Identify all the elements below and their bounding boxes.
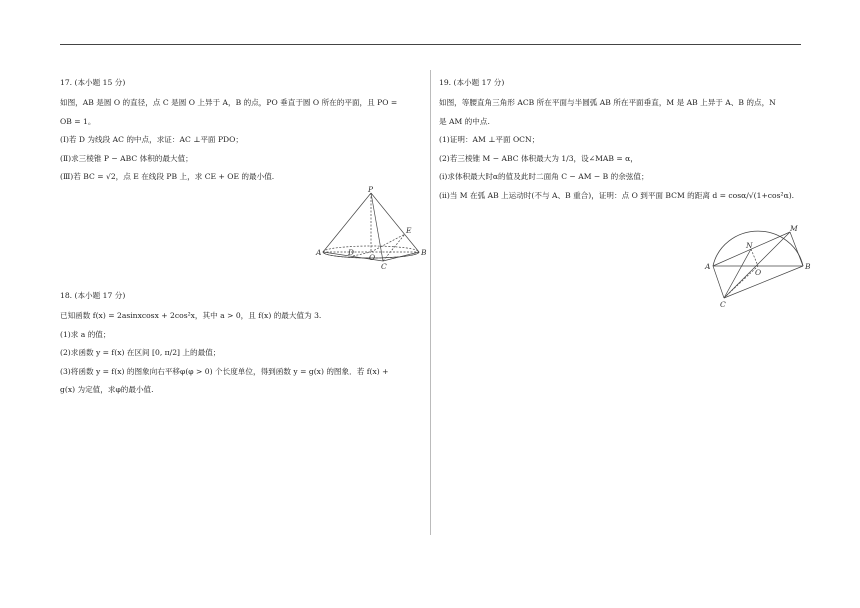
q17-stem-line2: OB = 1。 [60, 116, 96, 126]
q18-stem: 已知函数 f(x) = 2asinxcosx + 2cos²x，其中 a > 0，且 f(x) 的最大值为 3. [60, 311, 322, 320]
q17-label-e: E [406, 226, 412, 235]
q17-label-b: B [421, 248, 427, 257]
q18-title: 18. (本小题 17 分) [60, 291, 126, 300]
q18-part2: (2)求函数 y = f(x) 在区间 [0, π/2] 上的最值； [60, 348, 221, 357]
q19-figure [702, 222, 812, 308]
q19-label-n: N [746, 241, 753, 250]
q19-stem-line1: 如图，等腰直角三角形 ACB 所在平面与半圆弧 AB 所在平面垂直，M 是 AB 上异于 A、B 的点，N [439, 98, 776, 107]
column-divider [430, 70, 431, 535]
q17-label-c: C [381, 262, 387, 271]
q17-stem-line1: 如图，AB 是圆 O 的直径，点 C 是圆 O 上异于 A，B 的点，PO 垂直于圆 O 所在的平面，且 PO = [60, 98, 398, 107]
q19-label-a: A [705, 262, 711, 271]
q19-stem-line2: 是 AM 的中点. [439, 116, 490, 126]
q19-title: 19. (本小题 17 分) [439, 78, 505, 87]
q17-label-d: D [348, 248, 355, 257]
q19-part2ii: (ii)当 M 在弧 AB 上运动时(不与 A、B 重合)，证明：点 O 到平面 BCM 的距离 d = cosα/√(1+cos²α). [439, 190, 795, 200]
question-19 [439, 76, 804, 207]
q19-label-c: C [720, 300, 726, 309]
q17-figure [315, 185, 435, 271]
q19-part1: (1)证明：AM ⊥平面 OCN； [439, 135, 540, 144]
q18-part3a: (3)将函数 y = f(x) 的图象向右平移φ(φ > 0) 个长度单位，得到函数 y = g(x) 的图象．若 f(x) + [60, 366, 389, 376]
q17-label-o: O [369, 253, 376, 262]
question-18 [60, 289, 425, 402]
q19-label-o: O [755, 268, 762, 277]
q17-title: 17. (本小题 15 分) [60, 78, 126, 87]
q19-part2i: (i)求体积最大时α的值及此时二面角 C − AM − B 的余弦值； [439, 172, 649, 181]
header-rule [60, 44, 801, 45]
q19-part2: (2)若三棱锥 M − ABC 体积最大为 1/3，设∠MAB = α， [439, 153, 638, 163]
q18-part1: (1)求 a 的值； [60, 329, 111, 339]
q17-part2: (Ⅱ)求三棱锥 P − ABC 体积的最大值； [60, 153, 193, 163]
q17-part1: (Ⅰ)若 D 为线段 AC 的中点，求证：AC ⊥平面 PDO； [60, 135, 243, 144]
q19-label-b: B [805, 262, 811, 271]
q17-label-a: A [316, 248, 322, 257]
q17-label-p: P [368, 185, 374, 194]
q19-label-m: M [790, 224, 798, 233]
q18-part3b: g(x) 为定值，求φ的最小值. [60, 385, 154, 394]
question-17 [60, 76, 425, 189]
q17-part3: (Ⅲ)若 BC = √2，点 E 在线段 PB 上，求 CE + OE 的最小值. [60, 172, 275, 181]
